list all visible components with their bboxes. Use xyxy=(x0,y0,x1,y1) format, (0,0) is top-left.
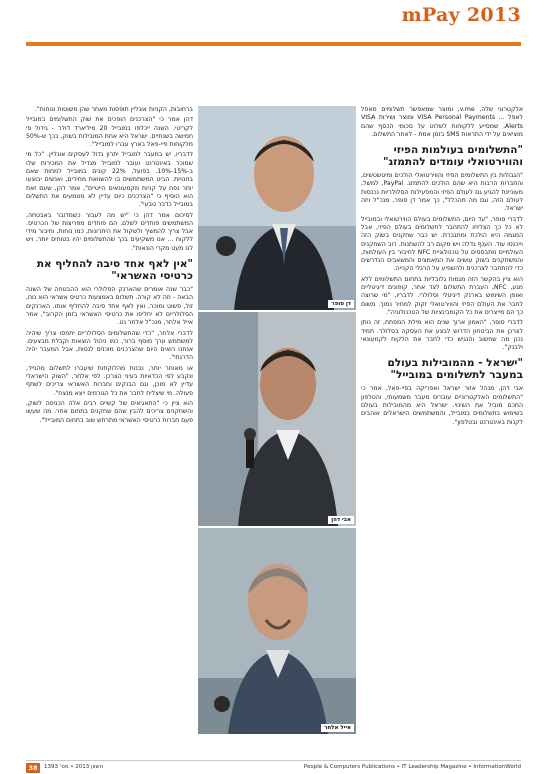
issue-info: חשוון 2013 • מס' 1393 xyxy=(44,764,104,770)
article-column-left xyxy=(26,106,193,734)
paragraph: דהן אמר כי "הצרכנים הופכים את שוק התשלומים במובייל לקריטי. השנה ייכלפו במובייל 20 מיליארד דולר - גידול פי חמישה בשנתיים. ישראל היא אחת המובילות בשוק, בכך ש-50% מלקוחות פיי-פאל בארץ עברו למובייל". xyxy=(26,116,193,149)
paragraph: לדבריו, יש במעבר למובייל יתרון גדול לעסקים אונליין. "כל מי שמוכר באינטרנט ועובר למובייל מגדיל את המכירות שלו ב-15%-10%. בפועל, 22% קונים במובייל למחות שאם בחנויות. הביט המשתמשים בו להשוואת מחירים, ואנשים יבוצעו יותר נפח על קניות מקמעונאים הייטיים", אמר דהן, שעם זאת הוא הוסיף כי "הצרכנים כיום עדיין לא מטמעים את התשלום במובייל כדבר טבעי". xyxy=(26,151,193,209)
paragraph: הוא ציין כי "התאגיאים של קשיים רבים אלה הכניסה לשוק, והשחקנים צריכים להבין שהם שחקנים בתחום אחר. מה שעשו פעם חברות כרטיסי האשראי מתרחש שוב בתחום המובייל". xyxy=(26,399,193,424)
paragraph: "הגבולות בין התשלומים הפיזי והווירטואלי הולכים ומיטשטשים, והחברות הרבות היא שהם הולכים להתמזג. PayPal, למשל, מעוניינת להגיע גם לעולם הפיזי והמפעילות הסלולריות נכנסות לעולם הזה, וגם מה מהכלל", כך אמר דן סופר, מנכ"ל ויזה ישראל. xyxy=(361,172,523,213)
magazine-header xyxy=(0,0,547,46)
paragraph: ברחובות, הקניות אונליין תופסות מאחר שהן משוטות ונוחות". xyxy=(34,106,193,113)
photo-caption: אייל אלחר xyxy=(321,724,354,732)
magazine-title: mPay 2013 xyxy=(401,4,521,26)
portrait-photo-avi-dahan xyxy=(198,312,356,526)
section-heading: "התשלומים בעולמות הפיזי והווירטואלי עומדים להתמזג" xyxy=(382,144,523,169)
paragraph: לדברי סופר, "האמון ארוך שנים הוא מילת המפתח, זה נותן לצרכן את הביטחון הדרוש לבצע את העסקה בסלולר. תמיד נכון מה שחשוב והנגיש כדי לחבר את הלקוח לקמעונאי ולבנק". xyxy=(361,319,523,352)
section-heading: "ישראל - מהמובילות בעולם במעבר לתשלומים במובייל" xyxy=(387,357,523,382)
paragraph: אבי דהן, מנהל אזור ישראל ואפריקה בפיי-פאל, אמר כי "התשלומים האלקטרוניים עוברים מעבר משמעותי, והטלפון החכם מוביל את השינוי. ישראל היא מהמובילות בעולם בשימוש בתשלומים במובייל, והמשתמשים הישראלים אוהבים לקנות באינטרנט ובטלפון". xyxy=(361,385,523,426)
page-number: 38 xyxy=(26,763,40,773)
paragraph: לסיכום אמר דהן כי "יש מה לעבור כשמדובר באבטחה, המשתמשים פוחדים לשלם. הם פוחדים מפריצות של הכרטיס. אבל צריך להמשיך ולשקול את היתרונות, כמו נוחות, וחיבור מידי ללקוח ... אנו משקיעים בכך שהתשלומים יהיו בטוחים יותר, ויש לנו מעט מקרי הונאות". xyxy=(26,211,193,252)
article-body xyxy=(26,106,523,734)
photo-caption: אבי דהן xyxy=(328,516,354,524)
header-rule xyxy=(26,42,521,46)
photo-column xyxy=(198,106,356,734)
portrait-photo-dan-sofer xyxy=(198,106,356,310)
paragraph: או מאוחר יותר, נבנות מהלוקחות שיעברו לתשלום מהנייד, ונקבע לפי הכדאיות בעיני הצרכן. לפי אלחר, "השוק הישראלי עדיין לא מוכן, וגם הבנקים וחברות האשראי צריכים לשתף פעולה. מי שיצליח לחבר את כל הגורמים ייצא מנצח". xyxy=(26,364,193,397)
paragraph: הוא ציין בהקשר הזה מגמות גלובליות בתחום התשלומים ללא מגע, NFC, העברת התשלום לצד אחר, קופונים דיגיטליים ואופן השימוש בארנק דיגיטלי וסלולרי. לדבריו, "מי שרוצה לחבר את העולם הפיזי והווירטואלי זקוק למחיר נמוך. משום כך הם מייצרים את כל הקומבינציות של הטכנולוגיה". xyxy=(361,275,523,316)
paragraph: לדברי אלחר, "כדי שהתשלומים הסלולריים יתפסו צריך שיהיה למשתמש ערך מוסף ברור, כמו ניהול הוצאות וקבלת מבצעים. אנחנו רואים היום שהצרכנים מוכנים לנסות, אבל המעבר יהיה הדרגתי". xyxy=(26,329,193,362)
paragraph: אלקטרוני שלה, v.me, ומוצר שמאפשר תשלומים מאפל לאפל ... VISA Personal Payments ומוצר ושירות VISA Alerts, שמסייע ללקוחות לשלוט על סכומי הכסף שהם מוציאים על ידי התראות SMS בזמן אמת - לאחר התשלום. xyxy=(361,106,523,138)
section-heading: "אין לאף אחד סיבה להחליף את כרטיסי האשראי" xyxy=(36,258,193,283)
page-footer xyxy=(26,760,521,772)
publisher-line: People & Computers Publications • IT Leadership Magazine • InformationWorld xyxy=(303,764,521,770)
portrait-photo-eyal-alhar xyxy=(198,528,356,734)
paragraph: "כבר שנה אומרים שהארנק הסלולרי הוא ההבטחה של השנה הבאה - וזה לא קורה. תשלום באמצעות כרטיס אשראי הוא נוח, זול, פשוט ומוכר, ואין לאף אחד סיבה להחליף אותו. הארנקים הסלולריים לא יחליפו את כרטיסי האשראי בזמן הקרוב", אמר אייל אלחר, מנכ"ל אלחר נט. xyxy=(26,286,193,327)
article-column-right xyxy=(361,106,523,734)
paragraph: לדברי סופר, "עד היום, התשלומים בעולם הווירטואלי ובמובייל לא כל כך הצליחו להתחבר לתשלומים בעולם הפיזי, אבל המגמה היא הולכת ומתגברת. יש כבר שחקנים בשוק הזה וייכנסו עוד. הענף גדלה ויש מקום רב להשתנות. רוב השחקנים העולמיים מתבססים על טכנולוגיית NFC לחיבור בין העולמות, והמשחקנים בשוק עושים את המאמצים והמשאבים הנדרשים כדי להתחבר לצרכנים ולהשפיע על הרגלי הקנייה. xyxy=(361,215,523,273)
photo-caption: דן סופר xyxy=(328,300,354,308)
